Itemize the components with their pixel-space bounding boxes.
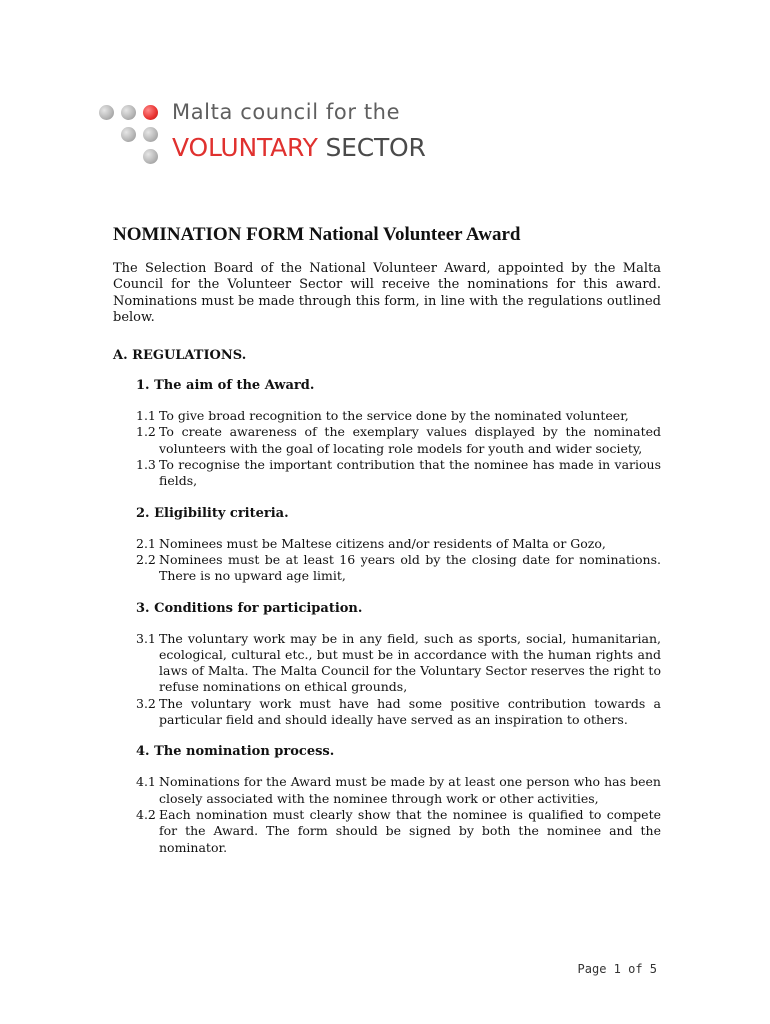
list-item [136,774,661,807]
item-number: 4.2 [136,806,156,822]
organization-logo [99,98,459,168]
item-text: Nominations for the Award must be made by at least one person who has been closely associated with the nominee through work or other activities, [159,774,661,806]
item-number: 1.2 [136,424,156,440]
subsection-conditions [113,601,661,729]
item-text: The voluntary work must have had some positive contribution towards a particular field and should ideally have served as an inspiration to others. [159,695,661,728]
item-text: To recognise the important contribution that the nominee has made in various fields, [159,457,661,489]
list-item [136,457,661,490]
item-list [136,408,661,489]
item-list [136,774,661,855]
list-item [136,552,661,585]
subsection-eligibility [113,506,661,585]
logo-text-rest: SECTOR [317,133,426,162]
document-body [113,224,661,856]
item-text: Each nomination must clearly show that the nominee is qualified to compete for the Award. The form should be signed by both the nominee and the nominator. [159,806,661,855]
item-text: To give broad recognition to the service done by the nominated volunteer, [159,408,629,424]
subsection-nomination-process [113,744,661,855]
item-number: 2.1 [136,535,156,551]
list-item [136,631,661,696]
subsection-heading: 4. The nomination process. [136,744,335,760]
subsection-aim [113,378,661,489]
item-text: The voluntary work may be in any field, such as sports, social, humanitarian, ecological, cultural etc., but must be in accordance with the human rights and laws of Malta. The Malta Council for the Voluntary Sector reserves the right to refuse nominations on ethical grounds, [159,630,661,695]
item-number: 1.1 [136,408,156,424]
logo-text-line1: Malta council for the [172,100,401,124]
subsection-heading: 3. Conditions for participation. [136,600,363,616]
item-text: To create awareness of the exemplary values displayed by the nominated volunteers with the goal of locating role models for youth and wider society, [159,424,661,456]
item-number: 4.1 [136,774,156,790]
subsection-heading: 1. The aim of the Award. [136,378,315,394]
item-number: 2.2 [136,551,156,567]
list-item [136,408,661,424]
intro-paragraph: The Selection Board of the National Volunteer Award, appointed by the Malta Council for the Volunteer Sector will receive the nominations for this award. Nominations must be made through this form, in line with the regulations outlined below. [113,261,661,325]
page-number: Page 1 of 5 [577,962,657,976]
item-list [136,536,661,585]
logo-text-line2 [172,133,426,162]
list-item [136,807,661,856]
item-number: 1.3 [136,457,156,473]
section-heading-regulations: A. REGULATIONS. [113,348,247,364]
item-text: Nominees must be Maltese citizens and/or residents of Malta or Gozo, [159,535,606,551]
item-text: Nominees must be at least 16 years old by the closing date for nominations. There is no upward age limit, [159,551,661,584]
page-title: NOMINATION FORM National Volunteer Award [113,224,521,245]
logo-dots-icon [99,98,161,168]
item-list [136,631,661,729]
subsection-heading: 2. Eligibility criteria. [136,505,289,521]
item-number: 3.1 [136,630,156,646]
item-number: 3.2 [136,695,156,711]
list-item [136,696,661,729]
logo-text-accent: VOLUNTARY [172,133,318,162]
list-item [136,424,661,457]
list-item [136,536,661,552]
